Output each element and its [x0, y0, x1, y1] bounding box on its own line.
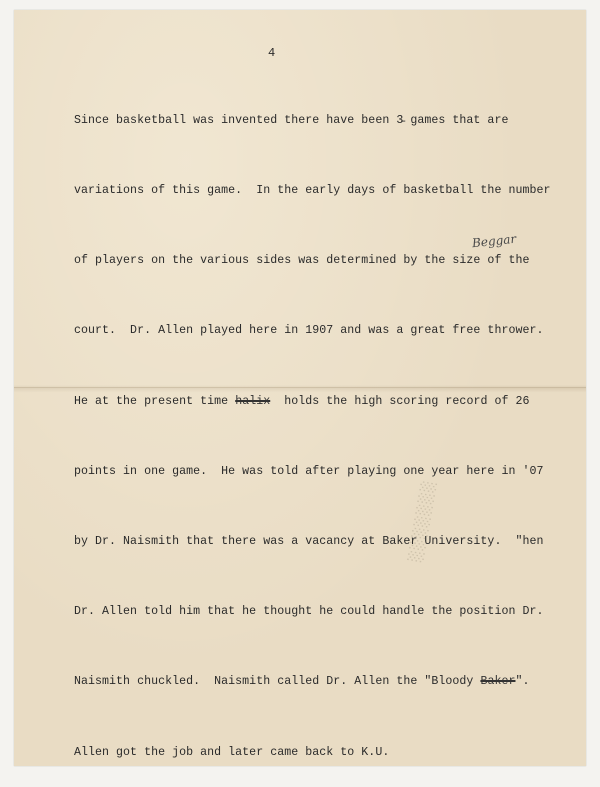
text-line-3: of players on the various sides was determined by the size of the: [74, 254, 530, 268]
text-line-9-end: ".: [515, 675, 530, 689]
struck-word-halix: halix: [235, 394, 271, 408]
text-line-2: variations of this game. In the early days of basketball the number: [74, 184, 551, 198]
struck-word-baker: Baker: [480, 675, 516, 689]
page-number: 4: [268, 46, 276, 60]
text-line-6: points in one game. He was told after playing one year here in '07: [74, 464, 544, 478]
typed-text-body: [74, 62, 574, 787]
text-line-5: [74, 390, 574, 413]
text-line-5-end: holds the high scoring record of 26: [284, 394, 530, 408]
faint-stamp-mark: ░░░░░░░: [408, 478, 439, 563]
text-line-7: by Dr. Naismith that there was a vacancy at Baker University. "hen: [74, 535, 544, 549]
text-line-9-start: Naismith chuckled. Naismith called Dr. Allen the "Bloody: [74, 675, 474, 689]
text-line-4: court. Dr. Allen played here in 1907 and was a great free thrower.: [74, 324, 544, 338]
text-line-8: Dr. Allen told him that he thought he could handle the position Dr.: [74, 605, 544, 619]
text-line-10: Allen got the job and later came back to K.U.: [74, 745, 390, 759]
text-line-5-start: He at the present time: [74, 394, 229, 408]
text-line-1: Since basketball was invented there have been 3̵ games that are: [74, 113, 509, 127]
text-line-9: [74, 670, 574, 693]
handwritten-correction: Beggar: [471, 231, 517, 251]
